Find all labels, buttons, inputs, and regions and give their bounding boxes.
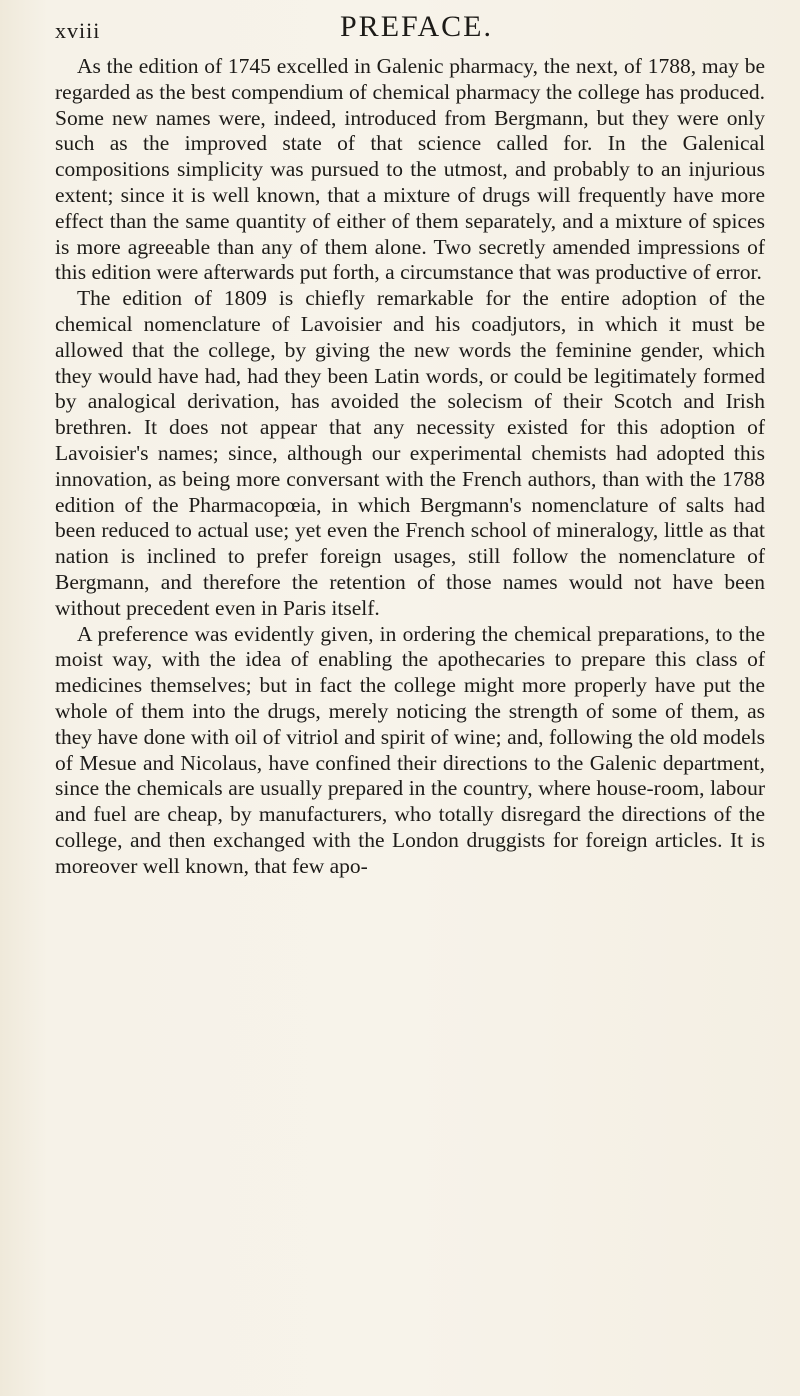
page-title: PREFACE. — [340, 10, 493, 43]
running-head — [0, 10, 800, 50]
paragraph-1: As the edition of 1745 excelled in Galenic pharmacy, the next, of 1788, may be regarded as the best compendium of chemical pharmacy the college has produced. Some new names were, indeed, introduced from Bergmann, but they were only such as the improved state of that science called for. In the Galenical compositions simplicity was pursued to the utmost, and probably to an injurious extent; since it is well known, that a mixture of drugs will frequently have more effect than the same quantity of either of them separately, and a mixture of spices is more agreeable than any of them alone. Two secretly amended impressions of this edition were afterwards put forth, a circumstance that was productive of error. — [55, 54, 765, 285]
body-text — [55, 54, 765, 880]
paragraph-2: The edition of 1809 is chiefly remarkable for the entire adoption of the chemical nomenclature of Lavoisier and his coadjutors, in which it must be allowed that the college, by giving the new words the feminine gender, which they would have had, had they been Latin words, or could be legitimately formed by analogical derivation, has avoided the solecism of their Scotch and Irish brethren. It does not appear that any necessity existed for this adoption of Lavoisier's names; since, although our experimental chemists had adopted this innovation, as being more conversant with the French authors, than with the 1788 edition of the Pharmacopœia, in which Bergmann's nomenclature of salts had been reduced to actual use; yet even the French school of mineralogy, little as that nation is inclined to prefer foreign usages, still follow the nomenclature of Bergmann, and therefore the retention of those names would not have been without precedent even in Paris itself. — [55, 286, 765, 620]
page-number: xviii — [55, 18, 101, 43]
paragraph-3: A preference was evidently given, in ordering the chemical preparations, to the moist way, with the idea of enabling the apothecaries to prepare this class of medicines themselves; but in fact the college might more properly have put the whole of them into the drugs, merely noticing the strength of some of them, as they have done with oil of vitriol and spirit of wine; and, following the old models of Mesue and Nicolaus, have confined their directions to the Galenic department, since the chemicals are usually prepared in the country, where house-room, labour and fuel are cheap, by manufacturers, who totally disregard the directions of the college, and then exchanged with the London druggists for foreign articles. It is moreover well known, that few apo- — [55, 621, 765, 878]
